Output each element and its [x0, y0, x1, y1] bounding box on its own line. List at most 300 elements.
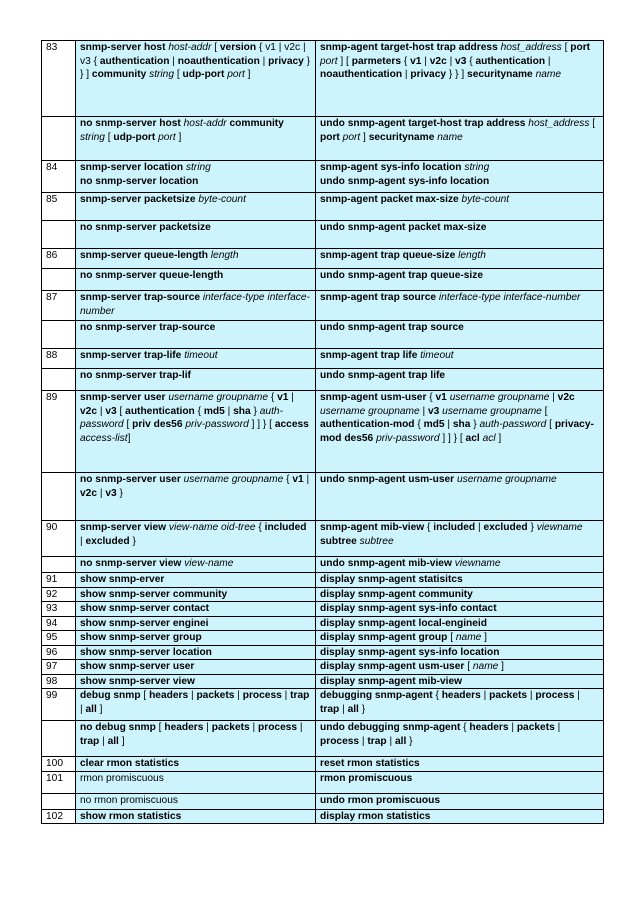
cell-text: }	[250, 405, 260, 417]
cell-text: show snmp-server view	[80, 675, 195, 687]
cell-text: interface-type interface-number	[438, 292, 581, 303]
source-command-cell	[76, 117, 316, 161]
source-command-cell	[76, 793, 316, 809]
cell-text: {	[426, 392, 436, 403]
cell-text: {	[268, 392, 278, 403]
source-command-cell	[76, 369, 316, 391]
source-command-cell	[76, 249, 316, 269]
cell-text: name	[437, 131, 463, 143]
cell-line	[320, 646, 599, 660]
cell-text: ]	[498, 661, 505, 672]
cell-text: |	[419, 405, 428, 417]
cell-text: auth-password	[479, 419, 547, 430]
cell-text: v3	[105, 405, 117, 417]
target-command-cell	[316, 473, 604, 521]
cell-text: host-addr	[183, 118, 227, 129]
table-row	[42, 631, 604, 646]
cell-text: }	[527, 522, 537, 533]
cell-text: v1	[277, 392, 289, 403]
cell-text: }	[470, 419, 480, 430]
table-row	[42, 249, 604, 269]
cell-text: ] ] } [	[439, 432, 466, 444]
cell-text: process	[258, 722, 298, 733]
cell-text: { v1 | v2c | v3 {	[80, 42, 306, 67]
cell-text: process	[535, 690, 575, 701]
cell-text: interface-type interface-number	[80, 292, 310, 317]
cell-line	[80, 675, 311, 689]
cell-line	[320, 675, 599, 689]
cell-text: {	[460, 722, 470, 733]
cell-text: acl	[465, 432, 480, 444]
cell-text: no snmp-server location	[80, 175, 199, 187]
row-number	[42, 793, 76, 809]
table-row	[42, 573, 604, 588]
cell-text: undo snmp-agent trap life	[320, 370, 446, 381]
cell-line	[320, 660, 599, 674]
cell-text: |	[421, 55, 430, 67]
cell-line	[80, 794, 311, 808]
cell-line	[320, 588, 599, 602]
row-number	[42, 269, 76, 291]
cell-text: port	[320, 131, 340, 143]
cell-text: show snmp-server group	[80, 632, 202, 643]
cell-text: all	[85, 703, 97, 715]
cell-text: priv-password	[376, 432, 440, 444]
source-command-cell	[76, 771, 316, 793]
cell-line	[320, 757, 599, 771]
cell-text: host-addr	[168, 42, 212, 53]
cell-text: view-name oid-tree	[168, 522, 256, 533]
cell-line	[320, 391, 599, 445]
cell-text: undo snmp-agent target-host trap address	[320, 118, 529, 129]
cell-line	[80, 588, 311, 602]
cell-line	[80, 369, 311, 383]
cell-text: ]	[96, 703, 103, 715]
cell-text: ]	[118, 735, 125, 747]
table-row	[42, 809, 604, 824]
row-number: 90	[42, 521, 76, 557]
source-command-cell	[76, 674, 316, 689]
cell-text: no snmp-server trap-lif	[80, 370, 191, 381]
cell-text: authentication	[125, 405, 195, 417]
cell-text: v3	[427, 405, 440, 417]
table-row	[42, 291, 604, 321]
cell-text: noauthentication	[320, 69, 403, 80]
cell-text: debug snmp	[80, 690, 141, 701]
table-row	[42, 660, 604, 675]
cell-text: v1	[410, 55, 422, 67]
cell-line	[80, 193, 311, 207]
source-command-cell	[76, 391, 316, 473]
table-row	[42, 349, 604, 369]
row-number: 89	[42, 391, 76, 473]
cell-line	[80, 41, 311, 82]
target-command-cell	[316, 616, 604, 631]
source-command-cell	[76, 193, 316, 221]
cell-text: reset rmon statistics	[320, 758, 420, 769]
cell-text: display snmp-agent sys-info contact	[320, 603, 497, 614]
source-command-cell	[76, 587, 316, 602]
cell-text: snmp-server packetsize	[80, 194, 199, 205]
table-row	[42, 771, 604, 793]
target-command-cell	[316, 161, 604, 193]
cell-text: host_address	[528, 118, 590, 129]
target-command-cell	[316, 557, 604, 573]
cell-text: username groupname	[183, 474, 284, 485]
cell-text: snmp-agent target-host trap address	[320, 42, 501, 53]
source-command-cell	[76, 41, 316, 117]
source-command-cell	[76, 645, 316, 660]
cell-text: } } ]	[446, 69, 468, 80]
cell-line	[80, 602, 311, 616]
cell-text: string	[185, 162, 211, 173]
cell-text: |	[574, 690, 580, 701]
cell-text: |	[402, 69, 411, 80]
cell-text: ]	[495, 432, 502, 444]
row-number: 99	[42, 689, 76, 721]
cell-text: [	[123, 419, 133, 430]
cell-text: length	[210, 250, 239, 261]
cell-line	[80, 810, 311, 824]
cell-text: snmp-agent trap source	[320, 292, 439, 303]
target-command-cell	[316, 249, 604, 269]
cell-text: packets	[489, 690, 528, 701]
cell-text: byte-count	[461, 194, 510, 205]
cell-text: headers	[469, 722, 509, 733]
cell-text: no snmp-server host	[80, 118, 184, 129]
cell-line	[320, 810, 599, 824]
cell-text: priv-password	[185, 419, 249, 430]
table-row	[42, 674, 604, 689]
cell-text: username groupname	[168, 392, 269, 403]
row-number: 91	[42, 573, 76, 588]
row-number	[42, 369, 76, 391]
cell-line	[320, 321, 599, 335]
cell-text: [	[174, 69, 183, 80]
cell-text: no snmp-server queue-length	[80, 270, 224, 281]
cell-text: display snmp-agent group	[320, 632, 448, 643]
cell-text: name	[472, 661, 499, 672]
cell-text: |	[475, 522, 484, 533]
cell-text: view-name	[184, 558, 234, 569]
cell-text: no snmp-server user	[80, 474, 184, 485]
row-number	[42, 473, 76, 521]
cell-text: process	[242, 690, 282, 701]
table-row	[42, 321, 604, 349]
cell-text: trap	[80, 735, 100, 747]
table-row	[42, 391, 604, 473]
source-command-cell	[76, 602, 316, 617]
cell-line	[320, 631, 599, 645]
source-command-cell	[76, 809, 316, 824]
cell-text: show snmp-server community	[80, 588, 228, 600]
cell-text: no snmp-server view	[80, 558, 185, 569]
cell-text: priv des56	[132, 419, 183, 430]
row-number: 95	[42, 631, 76, 646]
cell-text: |	[444, 419, 453, 430]
target-command-cell	[316, 521, 604, 557]
table-row	[42, 473, 604, 521]
cell-text: v2c	[557, 392, 575, 403]
cell-text: clear rmon statistics	[80, 758, 180, 769]
cell-text: snmp-server queue-length	[80, 250, 211, 261]
cell-text: acl	[482, 432, 496, 444]
cell-line	[80, 291, 311, 318]
cell-line	[80, 117, 311, 144]
cell-text: |	[169, 55, 178, 67]
target-command-cell	[316, 645, 604, 660]
table-row	[42, 793, 604, 809]
cell-text: username groupname	[449, 392, 550, 403]
cell-text: username groupname	[320, 405, 420, 417]
table-row	[42, 602, 604, 617]
source-command-cell	[76, 631, 316, 646]
table-row	[42, 521, 604, 557]
table-body	[42, 41, 604, 824]
cell-text: trap	[290, 690, 310, 701]
cell-line	[80, 269, 311, 283]
cell-line	[320, 557, 599, 571]
target-command-cell	[316, 809, 604, 824]
source-command-cell	[76, 689, 316, 721]
row-number: 100	[42, 757, 76, 772]
cell-text: show snmp-server location	[80, 646, 212, 658]
cell-text: |	[508, 722, 517, 733]
source-command-cell	[76, 757, 316, 772]
cell-text: |	[249, 722, 258, 733]
cell-text: username groupname	[442, 405, 542, 417]
cell-line	[80, 521, 311, 548]
cell-text: show snmp-server enginei	[80, 617, 209, 629]
cell-text: [	[464, 661, 473, 672]
cell-line	[80, 557, 311, 571]
source-command-cell	[76, 521, 316, 557]
row-number	[42, 721, 76, 757]
cell-text: ]	[481, 632, 488, 643]
cell-text: undo snmp-agent trap queue-size	[320, 270, 484, 281]
cell-text: undo snmp-agent mib-view	[320, 558, 455, 569]
cell-line	[80, 349, 311, 363]
cell-text: [	[155, 722, 165, 733]
table-row	[42, 117, 604, 161]
cell-text: snmp-agent packet max-size	[320, 194, 462, 205]
target-command-cell	[316, 602, 604, 617]
cell-text: username groupname	[456, 474, 557, 485]
cell-text: string	[80, 131, 105, 143]
cell-text: community	[91, 69, 147, 80]
cell-line	[320, 349, 599, 363]
cell-text: udp-port	[182, 69, 225, 80]
cell-text: undo snmp-agent packet max-size	[320, 222, 487, 233]
cell-text: ]	[175, 131, 182, 143]
row-number: 93	[42, 602, 76, 617]
source-command-cell	[76, 660, 316, 675]
table-row	[42, 616, 604, 631]
cell-text: |	[80, 703, 86, 715]
row-number: 98	[42, 674, 76, 689]
cell-text: host_address	[500, 42, 562, 53]
row-number: 101	[42, 771, 76, 793]
cell-text: snmp-agent trap queue-size	[320, 250, 459, 261]
cell-line	[80, 161, 311, 175]
cell-text: included	[433, 522, 476, 533]
cell-text: {	[414, 419, 424, 430]
cell-text: packets	[211, 722, 250, 733]
cell-text: [	[589, 118, 596, 129]
row-number: 102	[42, 809, 76, 824]
cell-line	[80, 321, 311, 335]
cell-text: access	[274, 419, 309, 430]
cell-text: v3	[105, 487, 117, 499]
cell-text: trap	[367, 735, 387, 747]
cell-text: name	[455, 632, 482, 643]
cell-text: |	[203, 722, 212, 733]
cell-text: port	[158, 131, 176, 143]
row-number	[42, 117, 76, 161]
cell-text: display snmp-agent statisitcs	[320, 574, 463, 585]
cell-line	[320, 249, 599, 263]
table-row	[42, 161, 604, 193]
cell-text: no debug snmp	[80, 722, 156, 733]
cell-text: display snmp-agent sys-info location	[320, 646, 500, 658]
cell-text: v1	[435, 392, 447, 403]
target-command-cell	[316, 193, 604, 221]
cell-text: |	[288, 392, 294, 403]
cell-line	[80, 631, 311, 645]
cell-line	[320, 573, 599, 587]
cell-text: |	[234, 690, 243, 701]
cell-text: {	[194, 405, 204, 417]
cell-text: [	[561, 42, 571, 53]
row-number: 83	[42, 41, 76, 117]
cell-text: ] [	[337, 55, 352, 67]
cell-line	[320, 193, 599, 207]
source-command-cell	[76, 616, 316, 631]
cell-text: [	[541, 405, 548, 417]
target-command-cell	[316, 117, 604, 161]
cell-text: |	[359, 735, 368, 747]
cell-text: no snmp-server trap-source	[80, 322, 216, 333]
row-number: 92	[42, 587, 76, 602]
cell-line	[320, 617, 599, 631]
cell-text: excluded	[483, 522, 528, 533]
cell-text: show rmon statistics	[80, 810, 182, 822]
cell-line	[80, 221, 311, 235]
target-command-cell	[316, 660, 604, 675]
cell-text: display snmp-agent usm-user	[320, 661, 465, 672]
table-row	[42, 269, 604, 291]
cell-text: |	[297, 722, 303, 733]
cell-text: packets	[516, 722, 555, 733]
cell-text: string	[149, 69, 175, 80]
target-command-cell	[316, 689, 604, 721]
cell-text: |	[80, 535, 86, 547]
cell-text: |	[99, 735, 108, 747]
target-command-cell	[316, 771, 604, 793]
cell-text: version	[219, 42, 257, 53]
cell-text: }	[116, 487, 123, 499]
cell-text: port	[342, 131, 361, 143]
table-row	[42, 721, 604, 757]
cell-text: snmp-agent sys-info location	[320, 162, 465, 173]
cell-text: }	[129, 535, 136, 547]
cell-text: sha	[233, 405, 251, 417]
cell-text: undo snmp-agent usm-user	[320, 474, 457, 485]
cell-text: undo debugging snmp-agent	[320, 722, 461, 733]
cell-text: headers	[149, 690, 189, 701]
cell-text: access-list	[80, 432, 128, 444]
cell-text: [	[211, 42, 220, 53]
source-command-cell	[76, 349, 316, 369]
cell-text: |	[188, 690, 197, 701]
cell-line	[80, 646, 311, 660]
table-row	[42, 645, 604, 660]
cell-text: }	[358, 703, 366, 715]
cell-text: {	[466, 55, 476, 67]
cell-text: [	[104, 131, 114, 143]
cell-text: privacy-mod des56	[320, 419, 594, 444]
cell-text: display snmp-agent mib-view	[320, 675, 463, 687]
target-command-cell	[316, 41, 604, 117]
cell-text: authentication	[475, 55, 546, 67]
source-command-cell	[76, 291, 316, 321]
cell-text: subtree	[359, 535, 394, 547]
cell-text: ]	[244, 69, 251, 80]
cell-text: |	[281, 690, 291, 701]
target-command-cell	[316, 793, 604, 809]
cell-text: privacy	[268, 55, 304, 67]
cell-text: all	[394, 735, 407, 747]
cell-line	[320, 291, 599, 305]
table-row	[42, 587, 604, 602]
target-command-cell	[316, 391, 604, 473]
cell-text: port	[570, 42, 591, 53]
cell-text: |	[97, 487, 106, 499]
cell-text: ]	[360, 131, 369, 143]
cell-text: headers	[164, 722, 204, 733]
cell-text: all	[347, 703, 359, 715]
cell-text: v3	[455, 55, 467, 67]
cell-text: show snmp-server user	[80, 661, 195, 672]
cell-text: debugging snmp-agent	[320, 690, 433, 701]
cell-text: no snmp-server packetsize	[80, 222, 211, 233]
cell-text: no rmon promiscuous	[80, 794, 178, 806]
cell-text: excluded	[85, 535, 130, 547]
cell-text: |	[446, 55, 456, 67]
cell-text: rmon promiscuous	[320, 772, 413, 784]
cell-line	[320, 117, 599, 144]
cell-line	[80, 391, 311, 445]
cell-text: sha	[452, 419, 471, 430]
cell-text: [	[116, 405, 126, 417]
row-number	[42, 221, 76, 249]
cell-line	[80, 757, 311, 771]
cell-text: securityname	[467, 69, 533, 80]
target-command-cell	[316, 291, 604, 321]
cell-line	[80, 249, 311, 263]
cell-text: {	[424, 522, 434, 533]
row-number: 97	[42, 660, 76, 675]
cell-text: [	[447, 632, 456, 643]
cell-text: udp-port	[113, 131, 156, 143]
table-row	[42, 689, 604, 721]
target-command-cell	[316, 221, 604, 249]
target-command-cell	[316, 269, 604, 291]
cell-line	[320, 689, 599, 716]
cell-text: all	[107, 735, 119, 747]
cell-text: snmp-agent usm-user	[320, 392, 427, 403]
cell-text: |	[545, 55, 551, 67]
